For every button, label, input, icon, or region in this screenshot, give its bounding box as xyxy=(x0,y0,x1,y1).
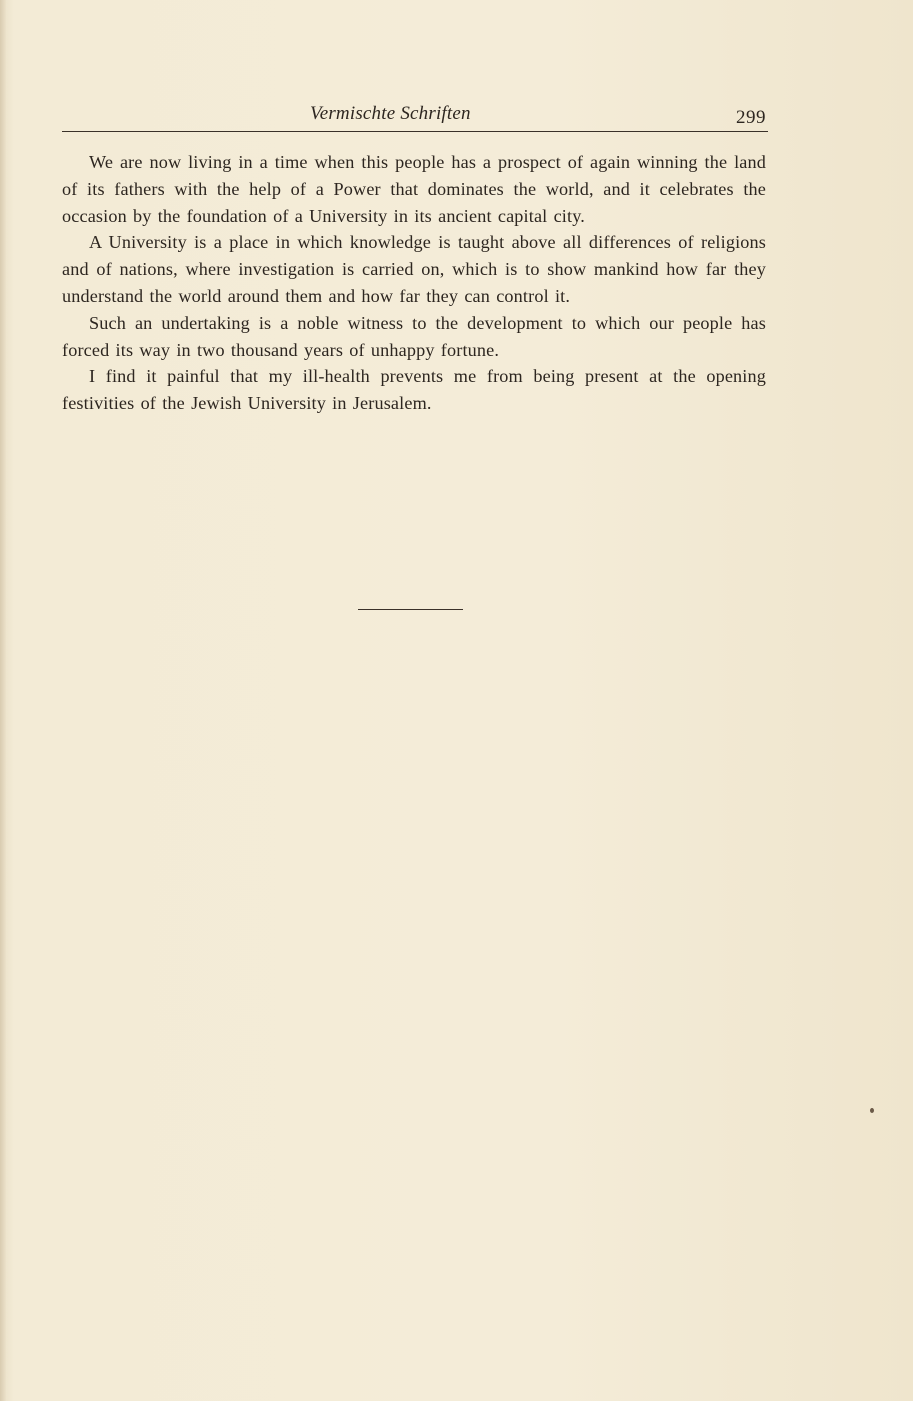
running-title: Vermischte Schriften xyxy=(310,103,471,124)
page-binding-edge xyxy=(0,0,6,1401)
page-header xyxy=(62,103,768,133)
paragraph: I find it painful that my ill-health prevents me from being present at the opening festivities of the Jewish University in Jerusalem. xyxy=(62,366,766,414)
header-rule xyxy=(62,131,768,132)
paragraph: We are now living in a time when this people has a prospect of again winning the land of its fathers with the help of a Power that dominates the world, and it celebrates the occasion by the foundation of a University in its ancient capital city. xyxy=(62,152,766,226)
paper-speck xyxy=(870,1108,874,1113)
paragraph: Such an undertaking is a noble witness to the development to which our people has forced its way in two thousand years of unhappy fortune. xyxy=(62,312,766,360)
body-text xyxy=(62,149,766,417)
section-end-rule xyxy=(358,609,463,610)
page-number: 299 xyxy=(736,107,766,128)
paragraph: A University is a place in which knowledge is taught above all differences of religions and of nations, where investigation is carried on, which is to show mankind how far they understand the world around them and how far they can control it. xyxy=(62,232,766,306)
